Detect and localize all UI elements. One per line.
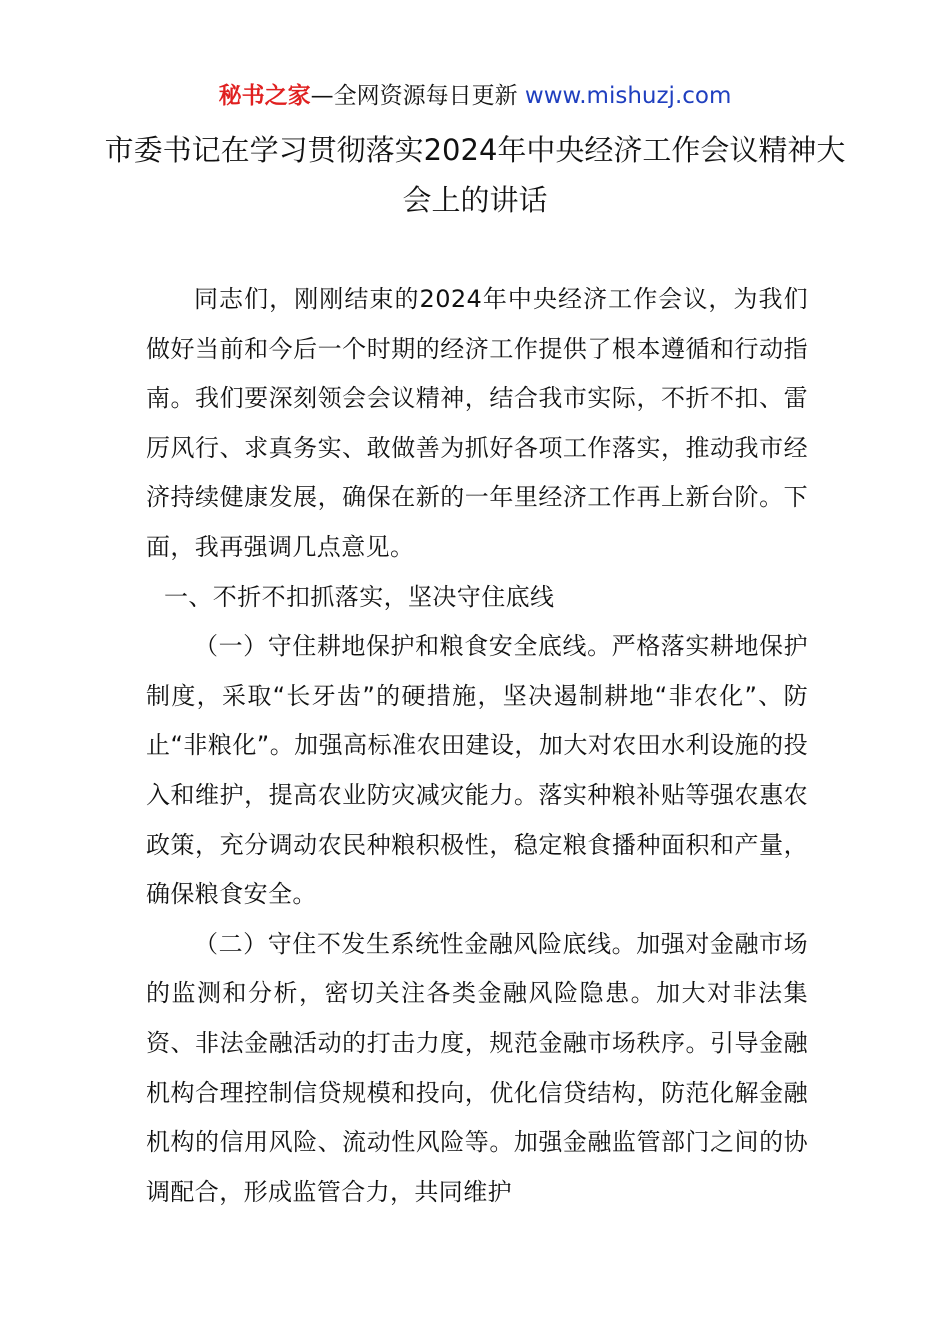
header-tagline: —全网资源每日更新: [310, 83, 525, 109]
site-url-link[interactable]: www.mishuzj.com: [524, 83, 732, 109]
intro-paragraph: 同志们，刚刚结束的2024年中央经济工作会议，为我们做好当前和今后一个时期的经济工作提供了根本遵循和行动指南。我们要深刻领会会议精神，结合我市实际，不折不扣、雷厉风行、求真务实、敢做善为抓好各项工作落实，推动我市经济持续健康发展，确保在新的一年里经济工作再上新台阶。下面，我再强调几点意见。: [146, 285, 808, 561]
section-heading-1: 一、不折不扣抓落实，坚决守住底线: [164, 582, 555, 611]
subsection-paragraph-2: （二）守住不发生系统性金融风险底线。加强对金融市场的监测和分析，密切关注各类金融风险隐患。加大对非法集资、非法金融活动的打击力度，规范金融市场秩序。引导金融机构合理控制信贷规模和投向，优化信贷结构，防范化解金融机构的信用风险、流动性风险等。加强金融监管部门之间的协调配合，形成监管合力，共同维护: [146, 929, 808, 1206]
document-body: [146, 275, 808, 1217]
subsection-paragraph-1: （一）守住耕地保护和粮食安全底线。严格落实耕地保护制度，采取“长牙齿”的硬措施，坚决遏制耕地“非农化”、防止“非粮化”。加强高标准农田建设，加大对农田水利设施的投入和维护，提高农业防灾减灾能力。落实种粮补贴等强农惠农政策，充分调动农民种粮积极性，稳定粮食播种面积和产量，确保粮食安全。: [146, 632, 808, 909]
site-header: [0, 80, 950, 112]
brand-name: 秘书之家: [218, 83, 311, 109]
document-title: 市委书记在学习贯彻落实2024年中央经济工作会议精神大会上的讲话: [104, 133, 846, 217]
